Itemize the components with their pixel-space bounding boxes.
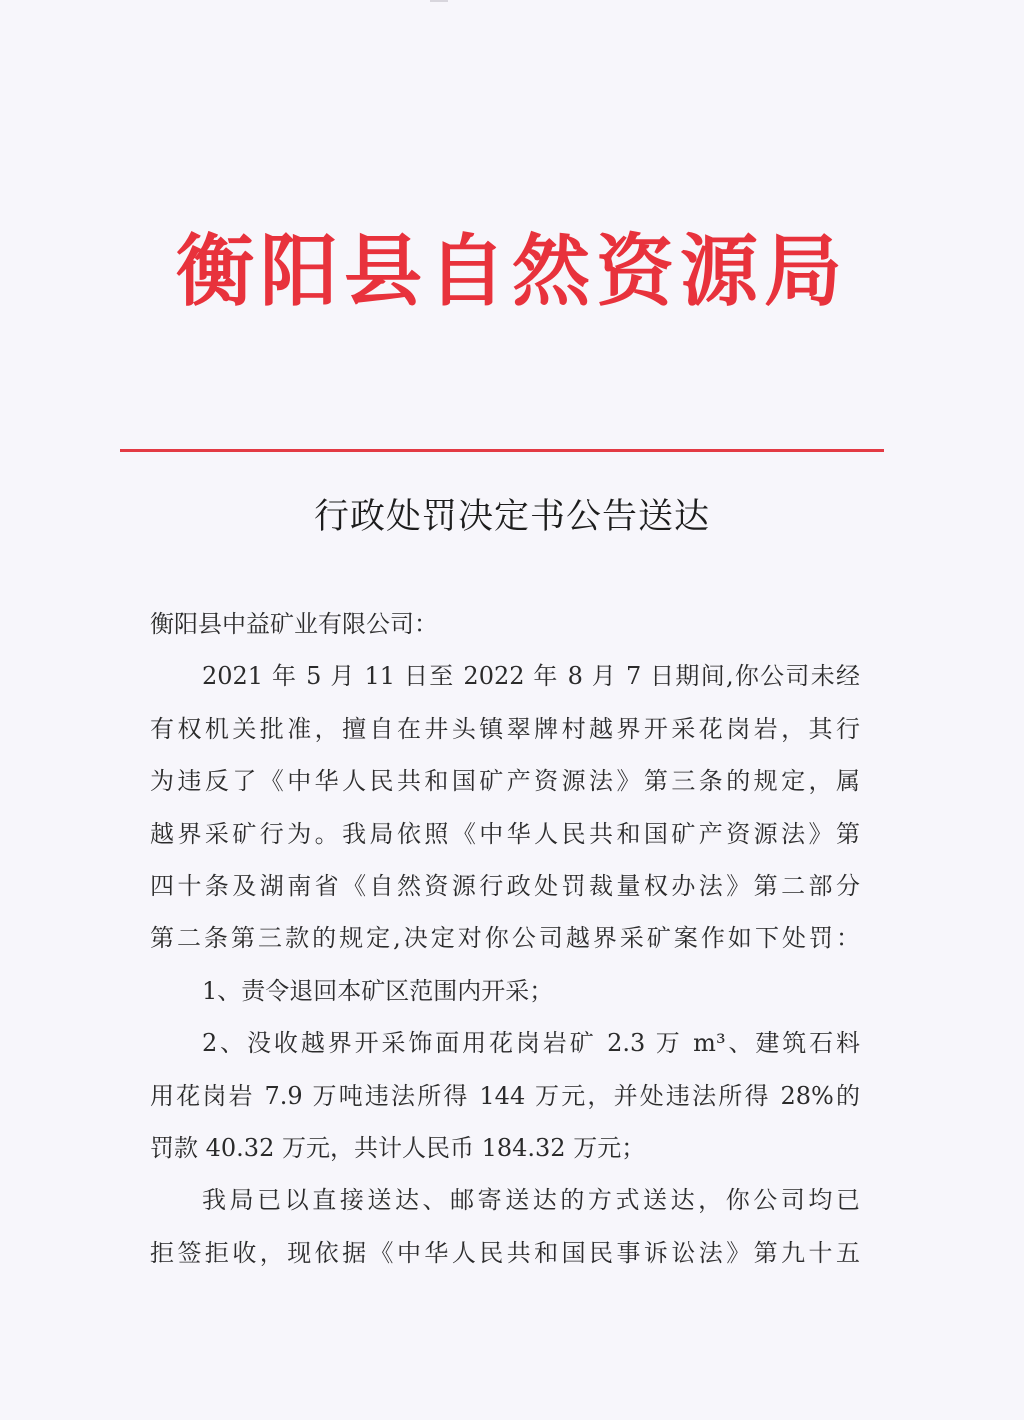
notice-body: [150, 598, 860, 1279]
body-line: 用花岗岩 7.9 万吨违法所得 144 万元，并处违法所得 28%的: [150, 1081, 860, 1110]
body-line: 拒签拒收，现依据《中华人民共和国民事诉讼法》第九十五: [150, 1238, 860, 1267]
body-line: 四十条及湖南省《自然资源行政处罚裁量权办法》第二部分: [150, 871, 860, 900]
body-line: 有权机关批准，擅自在井头镇翠牌村越界开采花岗岩，其行: [150, 714, 860, 743]
scan-mark: [430, 0, 448, 10]
penalty-item-1: 1、责令退回本矿区范围内开采；: [202, 976, 554, 1005]
body-line: 我局已以直接送达、邮寄送达的方式送达，你公司均已: [202, 1186, 860, 1215]
body-line: 罚款 40.32 万元，共计人民币 184.32 万元；: [150, 1133, 646, 1162]
body-line: 2021 年 5 月 11 日至 2022 年 8 月 7 日期间,你公司未经: [202, 662, 860, 691]
issuing-organization-header: 衡阳县自然资源局: [175, 226, 848, 317]
penalty-item-2: 2、没收越界开采饰面用花岗岩矿 2.3 万 m³、建筑石料: [202, 1029, 860, 1058]
notice-title: 行政处罚决定书公告送达: [313, 497, 710, 537]
addressee-line: 衡阳县中益矿业有限公司：: [150, 610, 438, 638]
body-line: 第二条第三款的规定,决定对你公司越界采矿案作如下处罚：: [150, 924, 860, 953]
body-line: 为违反了《中华人民共和国矿产资源法》第三条的规定，属: [150, 767, 860, 796]
body-line: 越界采矿行为。我局依照《中华人民共和国矿产资源法》第: [150, 819, 860, 848]
red-divider-line: [120, 449, 884, 452]
